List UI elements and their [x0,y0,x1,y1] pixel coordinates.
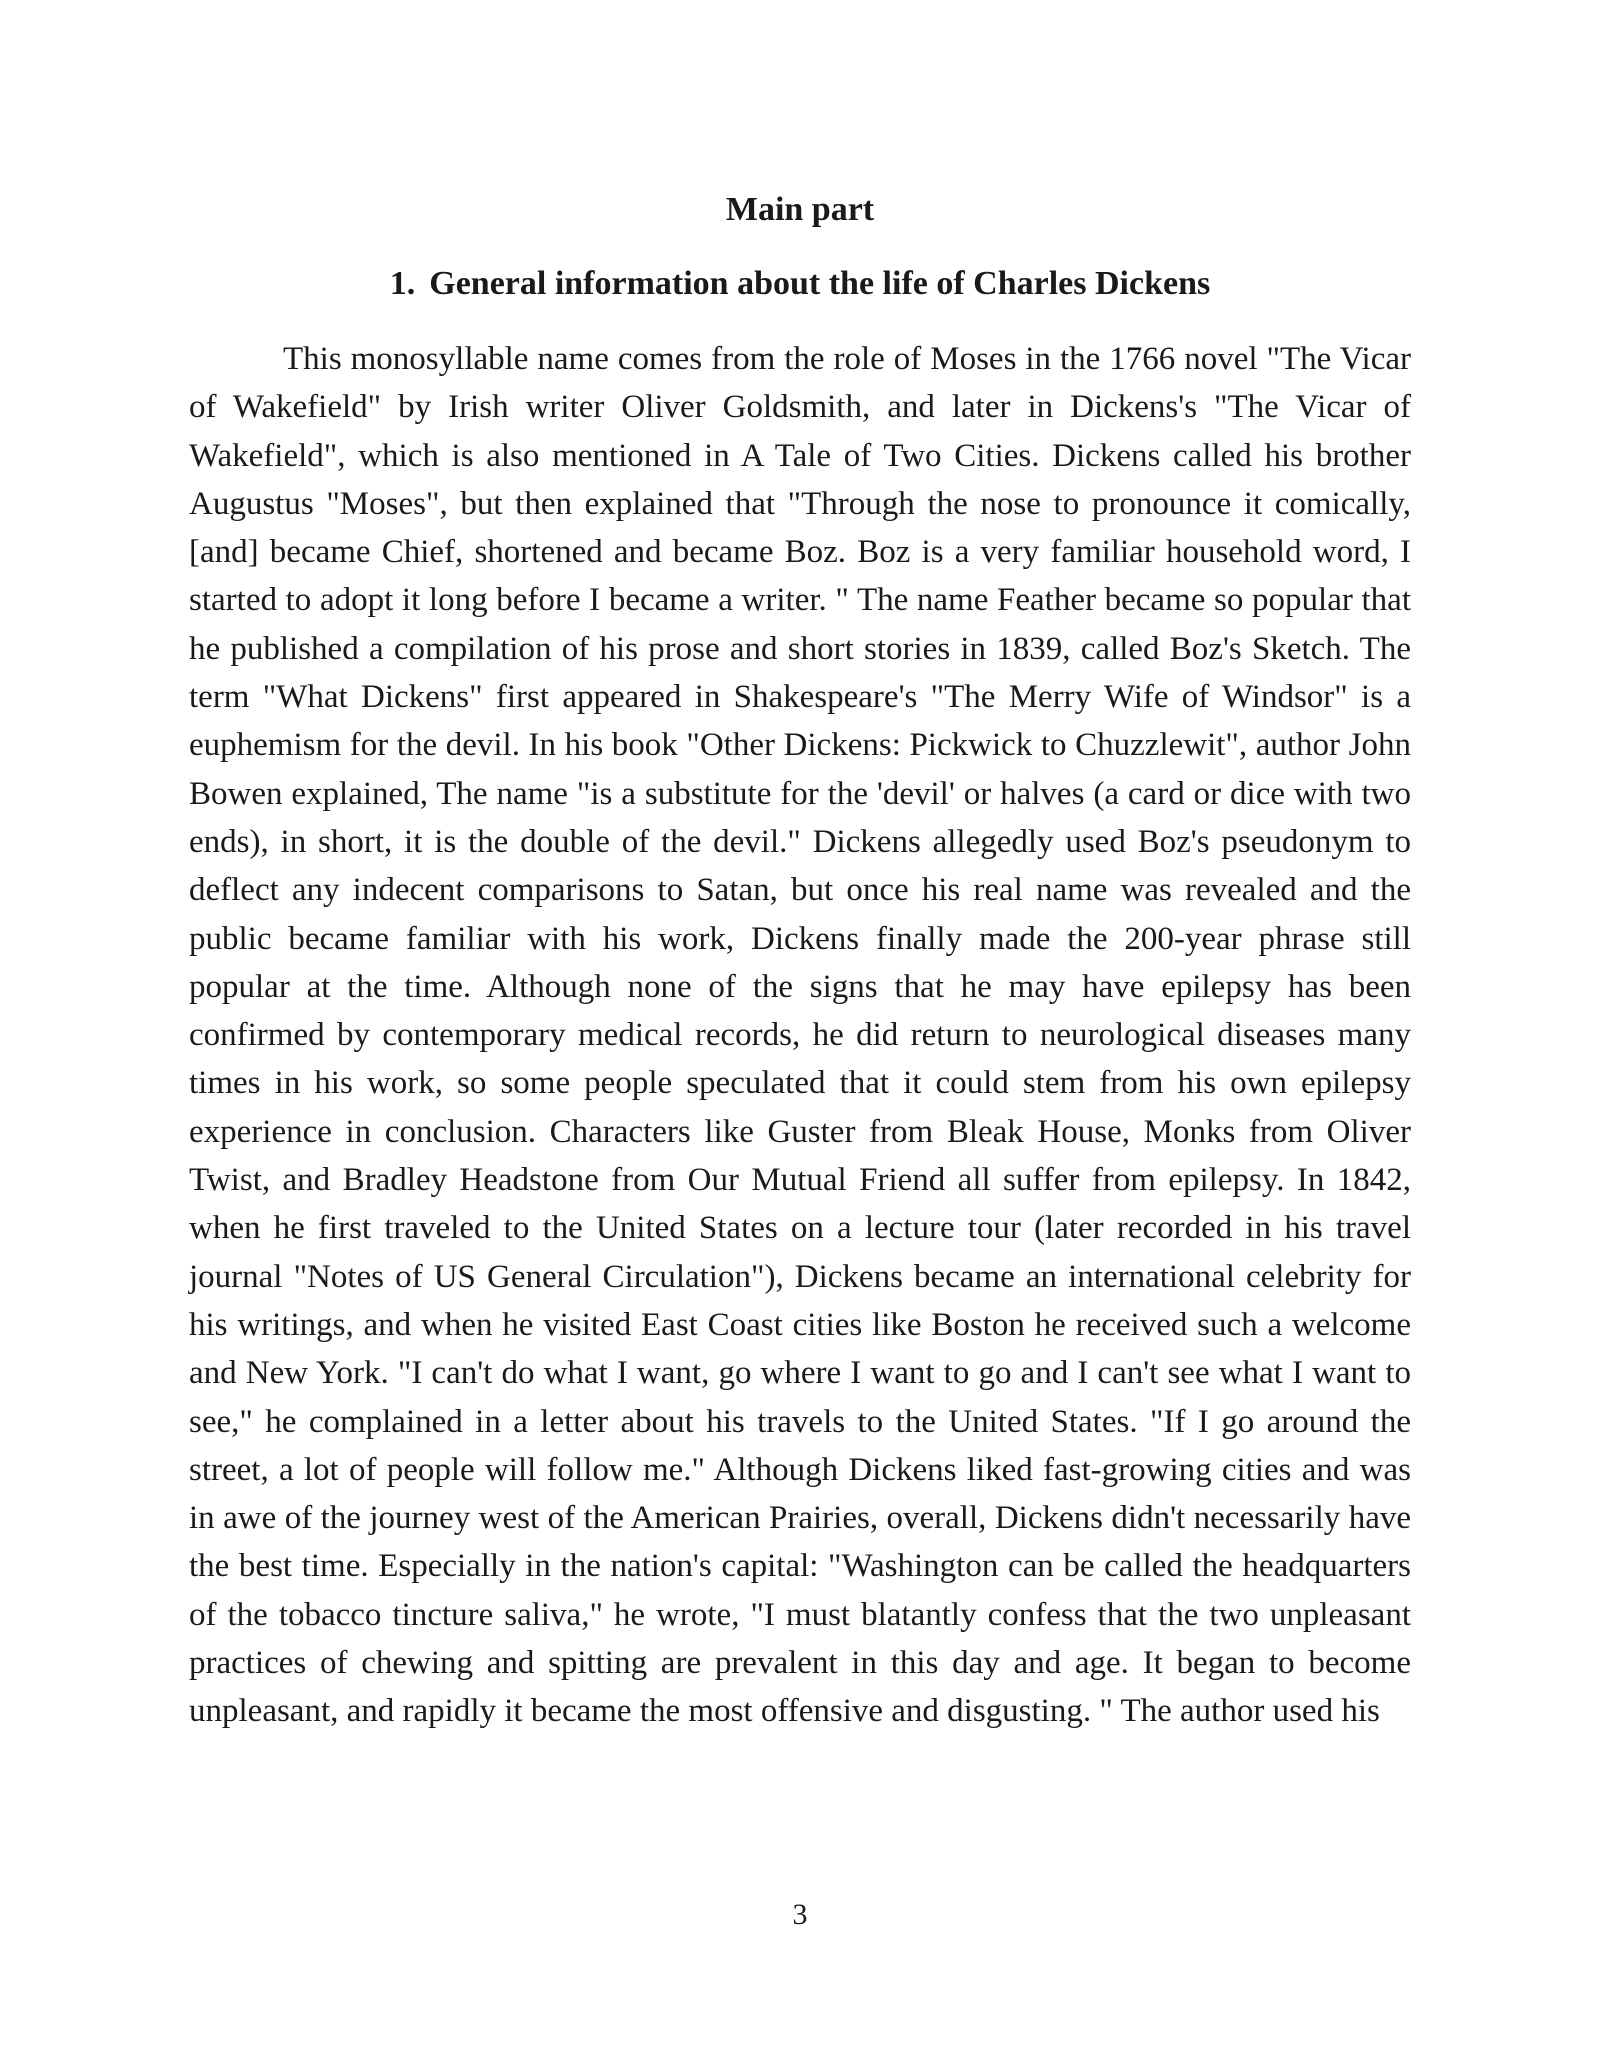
page-number: 3 [792,1898,808,1931]
page-title: Main part [725,191,875,228]
body-paragraph: This monosyllable name comes from the role of Moses in the 1766 novel "The Vicar of Wakefield" by Irish writer Oliver Goldsmith, and later in Dickens's "The Vicar of Wakefield", which is also mentioned in A Tale of Two Cities. Dickens called his brother Augustus "Moses", but then explained that "Through the nose to pronounce it comically, [and] became Chief, shortened and became Boz. Boz is a very familiar household word, I started to adopt it long before I became a writer. " The name Feather became so popular that he published a compilation of his prose and short stories in 1839, called Boz's Sketch. The term "What Dickens" first appeared in Shakespeare's "The Merry Wife of Windsor" is a euphemism for the devil. In his book "Other Dickens: Pickwick to Chuzzlewit", author John Bowen explained, The name "is a substitute for the 'devil' or halves (a card or dice with two ends), in short, it is the double of the devil." Dickens allegedly used Boz's pseudonym to deflect any indecent comparisons to Satan, but once his real name was revealed and the public became familiar with his work, Dickens finally made the 200-year phrase still popular at the time. Although none of the signs that he may have epilepsy has been confirmed by contemporary medical records, he did return to neurological diseases many times in his work, so some people speculated that it could stem from his own epilepsy experience in conclusion. Characters like Guster from Bleak House, Monks from Oliver Twist, and Bradley Headstone from Our Mutual Friend all suffer from epilepsy. In 1842, when he first traveled to the United States on a lecture tour (later recorded in his travel journal "Notes of US General Circulation"), Dickens became an international celebrity for his writings, and when he visited East Coast cities like Boston he received such a welcome and New York. "I can't do what I want, go where I want to go and I can't see what I want to see," he complained in a letter about his travels to the United States. "If I go around the street, a lot of people will follow me." Although Dickens liked fast-growing cities and was in awe of the journey west of the American Prairies, overall, Dickens didn't necessarily have the best time. Especially in the nation's capital: "Washington can be called the headquarters of the tobacco tincture saliva," he wrote, "I must blatantly confess that the two unpleasant practices of chewing and spitting are prevalent in this day and age. It began to become unpleasant, and rapidly it became the most offensive and disgusting. " The author used his [189,341,1411,1730]
section-number: 1. [389,265,416,302]
section-heading [0,260,1600,308]
section-heading-text: General information about the life of Charles Dickens [429,265,1211,302]
